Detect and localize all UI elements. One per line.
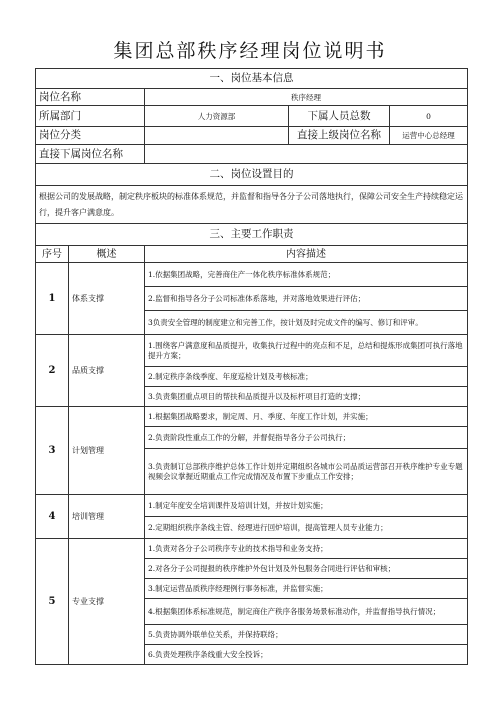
subordinate-count-value: 0 — [390, 106, 468, 127]
duty-item: 4.根据集团体系标准规范，制定商住产秩序各服务场景标准动作，并监督指导执行情况； — [145, 599, 468, 625]
duty-category: 专业支撑 — [69, 539, 145, 665]
duty-number: 4 — [36, 495, 69, 539]
duty-item: 3.制定运营品质秩序经理例行事务标准，并监督实施； — [145, 579, 468, 599]
duty-item: 3.负责集团重点项目的帮扶和品质提升以及标杆项目打造的支撑； — [145, 387, 468, 407]
duty-item: 2.制定秩序条线季度、年度巡检计划及考核标准； — [145, 367, 468, 387]
duty-item: 2.定期组织秩序条线主管、经理进行回炉培训，提高管理人员专业能力； — [145, 517, 468, 539]
department-label: 所属部门 — [36, 106, 145, 127]
section-purpose-title: 二、岗位设置目的 — [36, 164, 468, 186]
duty-item: 2.负责阶段性重点工作的分解，并督促指导各分子公司执行； — [145, 427, 468, 449]
duty-item: 6.负责处理秩序条线重大安全投诉； — [145, 645, 468, 665]
direct-reports-label: 直接下属岗位名称 — [36, 145, 145, 164]
duty-item: 1.制定年度安全培训课件及培训计划，并按计划实施； — [145, 495, 468, 517]
department-value: 人力资源部 — [145, 106, 289, 127]
subordinate-count-label: 下属人员总数 — [289, 106, 390, 127]
duty-item: 3负责安全管理的制度建立和完善工作，按计划及时完成文件的编写、修订和评审。 — [145, 311, 468, 335]
position-category-value — [145, 127, 289, 145]
section-basic-info-title: 一、岗位基本信息 — [36, 69, 468, 89]
duty-item: 1.根据集团战略要求，制定周、月、季度、年度工作计划，并实施； — [145, 407, 468, 427]
duty-category: 体系支撑 — [69, 263, 145, 335]
duty-number: 1 — [36, 263, 69, 335]
duty-item: 3.负责制订总部秩序维护总体工作计划并定期组织各城市公司品质运营部召开秩序维护专业专题视频会议掌握近期重点工作完成情况及布置下步重点工作安排； — [145, 449, 468, 495]
section-duties-title: 三、主要工作职责 — [36, 224, 468, 246]
header-description: 内容描述 — [145, 246, 468, 263]
purpose-text: 根据公司的发展战略，制定秩序板块的标准体系规范，并监督和指导各分子公司落地执行，保障公司安全生产持续稳定运行，提升客户满意度。 — [36, 186, 468, 224]
duty-item: 1.负责对各分子公司秩序专业的技术指导和业务支持； — [145, 539, 468, 559]
header-no: 序号 — [36, 246, 69, 263]
supervisor-value: 运营中心总经理 — [390, 127, 468, 145]
position-name-value: 秩序经理 — [145, 89, 468, 106]
job-description-table — [35, 68, 468, 665]
duty-category: 培训管理 — [69, 495, 145, 539]
header-summary: 概述 — [69, 246, 145, 263]
supervisor-label: 直接上级岗位名称 — [289, 127, 390, 145]
document-title: 集团总部秩序经理岗位说明书 — [113, 40, 387, 62]
duty-number: 2 — [36, 335, 69, 407]
position-name-label: 岗位名称 — [36, 89, 145, 106]
duty-category: 计划管理 — [69, 407, 145, 495]
duty-item: 1.依据集团战略，完善商住产一体化秩序标准体系规范； — [145, 263, 468, 287]
duty-category: 品质支撑 — [69, 335, 145, 407]
duty-item: 1.围绕客户满意度和品质提升，收集执行过程中的亮点和不足，总结和提炼形成集团可执行落地提升方案； — [145, 335, 468, 367]
duty-item: 2.对各分子公司提报的秩序维护外包计划及外包服务合同进行评估和审核； — [145, 559, 468, 579]
duty-number: 5 — [36, 539, 69, 665]
direct-reports-value — [145, 145, 468, 164]
duty-item: 2.监督和指导各分子公司标准体系落地，并对落地效果进行评估； — [145, 287, 468, 311]
duty-item: 5.负责协调外联单位关系，并保持联络； — [145, 625, 468, 645]
position-category-label: 岗位分类 — [36, 127, 145, 145]
duty-number: 3 — [36, 407, 69, 495]
